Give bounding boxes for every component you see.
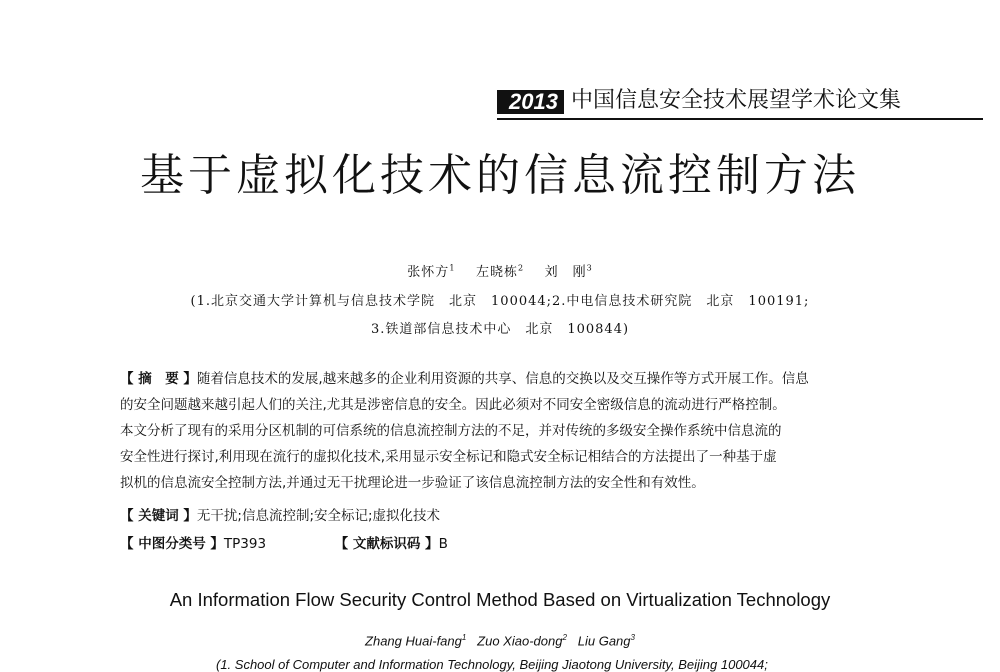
journal-header (497, 88, 983, 120)
author-sup: 2 (517, 263, 525, 273)
english-author-sup: 1 (461, 633, 467, 642)
year-badge: 2013 (497, 90, 564, 114)
english-author-name: Zhang Huai-fang (365, 633, 462, 649)
affiliation-line-2: 3.铁道部信息技术中心 北京 100844) (370, 322, 630, 337)
paper-title: 基于虚拟化技术的信息流控制方法 (140, 150, 860, 201)
author-sup: 1 (449, 263, 456, 273)
english-author-name: Liu Gang (577, 633, 631, 649)
abstract-line: 拟机的信息流安全控制方法,并通过无干扰理论进一步验证了该信息流控制方法的安全性和有效性。 (120, 475, 705, 491)
abstract-text: 随着信息技术的发展,越来越多的企业利用资源的共享、信息的交换以及交互操作等方式开展工作。信息 (196, 371, 809, 387)
author-name: 刘 刚 (544, 265, 587, 280)
doc-code-value: B (438, 536, 448, 552)
classification (120, 534, 448, 554)
series-title: 中国信息安全技术展望学术论文集 (571, 88, 902, 113)
english-title: An Information Flow Security Control Method Based on Virtualization Technology (169, 589, 831, 610)
affiliation-line-1: (1.北京交通大学计算机与信息技术学院 北京 100044;2.中电信息技术研究院 北京 100191; (190, 294, 810, 309)
abstract-line: 的安全问题越来越引起人们的关注,尤其是涉密信息的安全。因此必须对不同安全密级信息的流动进行严格控制。 (120, 397, 786, 413)
clc-value: TP393 (223, 536, 267, 552)
author-name: 张怀方 (407, 265, 450, 280)
english-author-list (0, 633, 1000, 648)
keywords-label: 【 关键词 】 (120, 508, 197, 524)
keywords-value: 无干扰;信息流控制;安全标记;虚拟化技术 (196, 508, 441, 524)
abstract-line: 本文分析了现有的采用分区机制的可信系统的信息流控制方法的不足，并对传统的多级安全操作系统中信息流的 (120, 423, 782, 439)
author-list (0, 261, 1000, 280)
author-name: 左晓栋 (475, 265, 518, 280)
abstract-line (120, 366, 930, 392)
keywords (120, 506, 440, 526)
clc-label: 【 中图分类号 】 (120, 536, 224, 552)
doc-code-label: 【 文献标识码 】 (334, 536, 439, 552)
english-author-name: Zuo Xiao-dong (477, 633, 563, 649)
author-sup: 3 (586, 263, 593, 273)
abstract-label: 【 摘 要 】 (120, 371, 197, 387)
abstract (120, 366, 930, 496)
english-affiliation: (1. School of Computer and Information Technology, Beijing Jiaotong University, Beijing 100044; (216, 657, 768, 672)
abstract-line: 安全性进行探讨,利用现在流行的虚拟化技术,采用显示安全标记和隐式安全标记相结合的方法提出了一种基于虚 (120, 449, 777, 465)
english-author-sup: 2 (562, 633, 567, 642)
english-author-sup: 3 (630, 633, 635, 642)
